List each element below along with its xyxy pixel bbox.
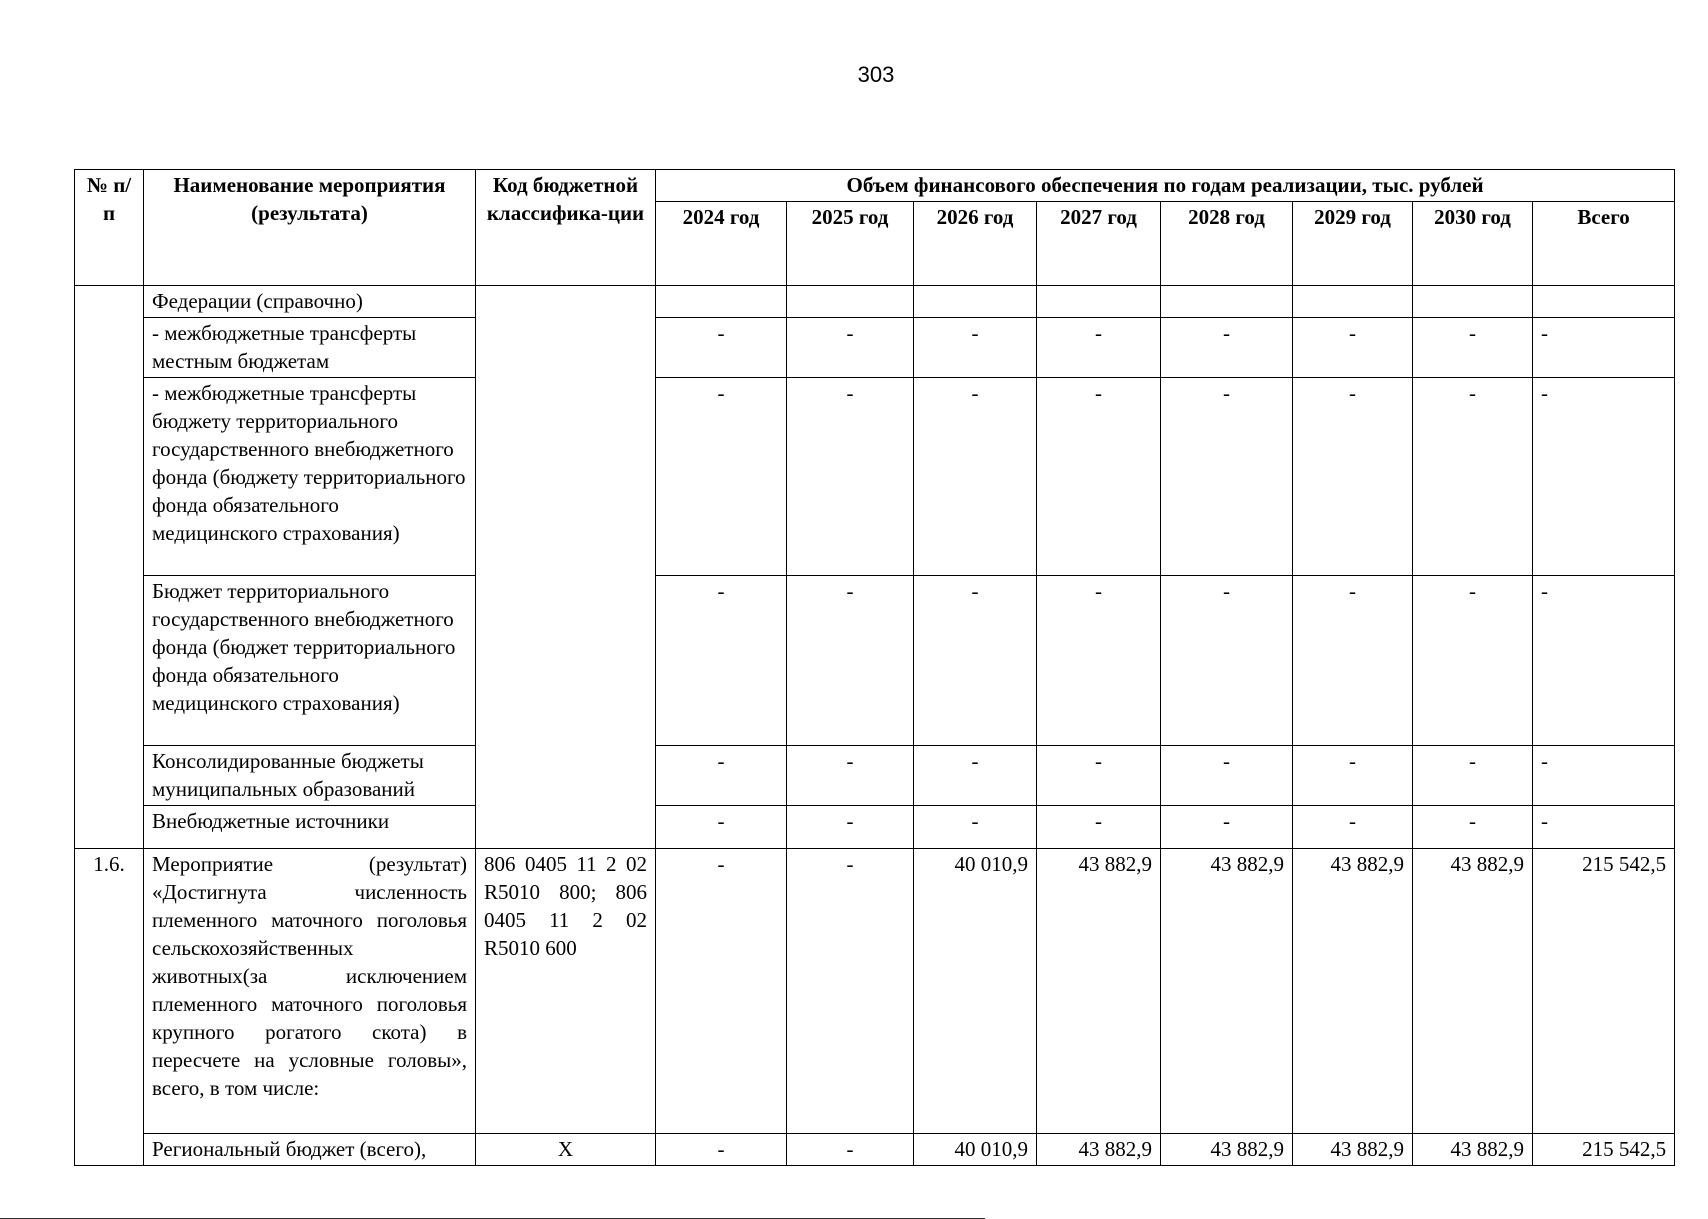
value-cell: - bbox=[787, 806, 914, 849]
value-cell: - bbox=[1161, 746, 1293, 806]
header-year: 2027 год bbox=[1037, 202, 1161, 286]
value-cell: - bbox=[787, 378, 914, 576]
value-cell bbox=[1161, 286, 1293, 318]
value-cell: - bbox=[787, 746, 914, 806]
value-cell: - bbox=[914, 746, 1037, 806]
value-cell bbox=[1413, 286, 1533, 318]
value-cell: - bbox=[914, 806, 1037, 849]
row-name: - межбюджетные трансферты местным бюджетам bbox=[144, 318, 476, 378]
value-cell: - bbox=[656, 806, 787, 849]
table-row bbox=[75, 746, 1675, 806]
value-cell: - bbox=[656, 576, 787, 746]
value-cell-total: 215 542,5 bbox=[1533, 849, 1675, 1134]
value-cell: - bbox=[1161, 378, 1293, 576]
value-cell: - bbox=[656, 1134, 787, 1166]
table-row bbox=[75, 806, 1675, 849]
table-row bbox=[75, 286, 1675, 318]
value-cell: 43 882,9 bbox=[1413, 849, 1533, 1134]
value-cell: - bbox=[656, 318, 787, 378]
value-cell: 43 882,9 bbox=[1037, 849, 1161, 1134]
header-name: Наименование мероприятия (результата) bbox=[144, 170, 476, 286]
value-cell: - bbox=[1293, 746, 1413, 806]
item-code: 806 0405 11 2 02 R5010 800; 806 0405 11 2 02 R5010 600 bbox=[476, 849, 656, 1134]
value-cell: 40 010,9 bbox=[914, 1134, 1037, 1166]
value-cell: - bbox=[1037, 318, 1161, 378]
value-cell bbox=[1037, 286, 1161, 318]
value-cell: - bbox=[1413, 806, 1533, 849]
row-name: Консолидированные бюджеты муниципальных образований bbox=[144, 746, 476, 806]
value-cell: 43 882,9 bbox=[1161, 1134, 1293, 1166]
value-cell bbox=[1293, 286, 1413, 318]
value-cell: - bbox=[1037, 806, 1161, 849]
value-cell: - bbox=[1293, 378, 1413, 576]
header-code: Код бюджетной классифика-ции bbox=[476, 170, 656, 286]
header-year: 2029 год bbox=[1293, 202, 1413, 286]
value-cell: - bbox=[787, 318, 914, 378]
table-row bbox=[75, 576, 1675, 746]
row-name: Бюджет территориального государственного внебюджетного фонда (бюджет территориального фонда обязательного медицинского страхования) bbox=[144, 576, 476, 746]
value-cell: - bbox=[1533, 318, 1675, 378]
regional-name: Региональный бюджет (всего), bbox=[144, 1134, 476, 1166]
value-cell: 43 882,9 bbox=[1293, 849, 1413, 1134]
header-year: 2030 год bbox=[1413, 202, 1533, 286]
value-cell bbox=[787, 286, 914, 318]
page-number: 303 bbox=[857, 62, 895, 87]
value-cell: - bbox=[1161, 806, 1293, 849]
value-cell: - bbox=[1161, 318, 1293, 378]
value-cell: 43 882,9 bbox=[1037, 1134, 1161, 1166]
header-year: 2028 год bbox=[1161, 202, 1293, 286]
value-cell: 43 882,9 bbox=[1413, 1134, 1533, 1166]
header-year: 2026 год bbox=[914, 202, 1037, 286]
value-cell: - bbox=[1533, 378, 1675, 576]
regional-code: Х bbox=[476, 1134, 656, 1166]
value-cell: 40 010,9 bbox=[914, 849, 1037, 1134]
header-year: 2024 год bbox=[656, 202, 787, 286]
value-cell: - bbox=[1413, 378, 1533, 576]
num-cell-empty bbox=[75, 286, 144, 849]
value-cell-total: 215 542,5 bbox=[1533, 1134, 1675, 1166]
value-cell: - bbox=[1293, 806, 1413, 849]
row-name: Федерации (справочно) bbox=[144, 286, 476, 318]
value-cell: - bbox=[656, 746, 787, 806]
value-cell: - bbox=[1293, 576, 1413, 746]
value-cell: - bbox=[914, 318, 1037, 378]
table-row bbox=[75, 318, 1675, 378]
header-year: 2025 год bbox=[787, 202, 914, 286]
value-cell: - bbox=[914, 576, 1037, 746]
value-cell: - bbox=[1413, 746, 1533, 806]
item-number: 1.6. bbox=[75, 849, 144, 1166]
header-num: № п/п bbox=[75, 170, 144, 286]
value-cell: - bbox=[787, 849, 914, 1134]
value-cell: - bbox=[1533, 806, 1675, 849]
value-cell: - bbox=[1533, 576, 1675, 746]
header-volume: Объем финансового обеспечения по годам реализации, тыс. рублей bbox=[656, 170, 1675, 202]
value-cell: - bbox=[1037, 746, 1161, 806]
row-name: - межбюджетные трансферты бюджету территориального государственного внебюджетного фонда (бюджету территориального фонда обязательного медицинского страхования) bbox=[144, 378, 476, 576]
value-cell: - bbox=[1037, 576, 1161, 746]
value-cell: - bbox=[787, 1134, 914, 1166]
table-row-item bbox=[75, 849, 1675, 1134]
row-name: Внебюджетные источники bbox=[144, 806, 476, 849]
financing-table bbox=[74, 169, 1675, 1166]
value-cell: - bbox=[1161, 576, 1293, 746]
table-row bbox=[75, 378, 1675, 576]
value-cell: 43 882,9 bbox=[1161, 849, 1293, 1134]
value-cell: - bbox=[1533, 746, 1675, 806]
value-cell: - bbox=[1413, 576, 1533, 746]
value-cell: - bbox=[787, 576, 914, 746]
value-cell: 43 882,9 bbox=[1293, 1134, 1413, 1166]
value-cell bbox=[1533, 286, 1675, 318]
value-cell: - bbox=[656, 378, 787, 576]
value-cell: - bbox=[656, 849, 787, 1134]
header-total: Всего bbox=[1533, 202, 1675, 286]
value-cell: - bbox=[1293, 318, 1413, 378]
item-name: Мероприятие (результат) «Достигнута численность племенного маточного поголовья сельскохозяйственных животных(за исключением племенного маточного поголовья крупного рогатого скота) в пересчете на условные головы», всего, в том числе: bbox=[144, 849, 476, 1134]
table-row-regional bbox=[75, 1134, 1675, 1166]
value-cell: - bbox=[1037, 378, 1161, 576]
value-cell: - bbox=[1413, 318, 1533, 378]
value-cell: - bbox=[914, 378, 1037, 576]
value-cell bbox=[656, 286, 787, 318]
code-cell-empty bbox=[476, 286, 656, 849]
value-cell bbox=[914, 286, 1037, 318]
